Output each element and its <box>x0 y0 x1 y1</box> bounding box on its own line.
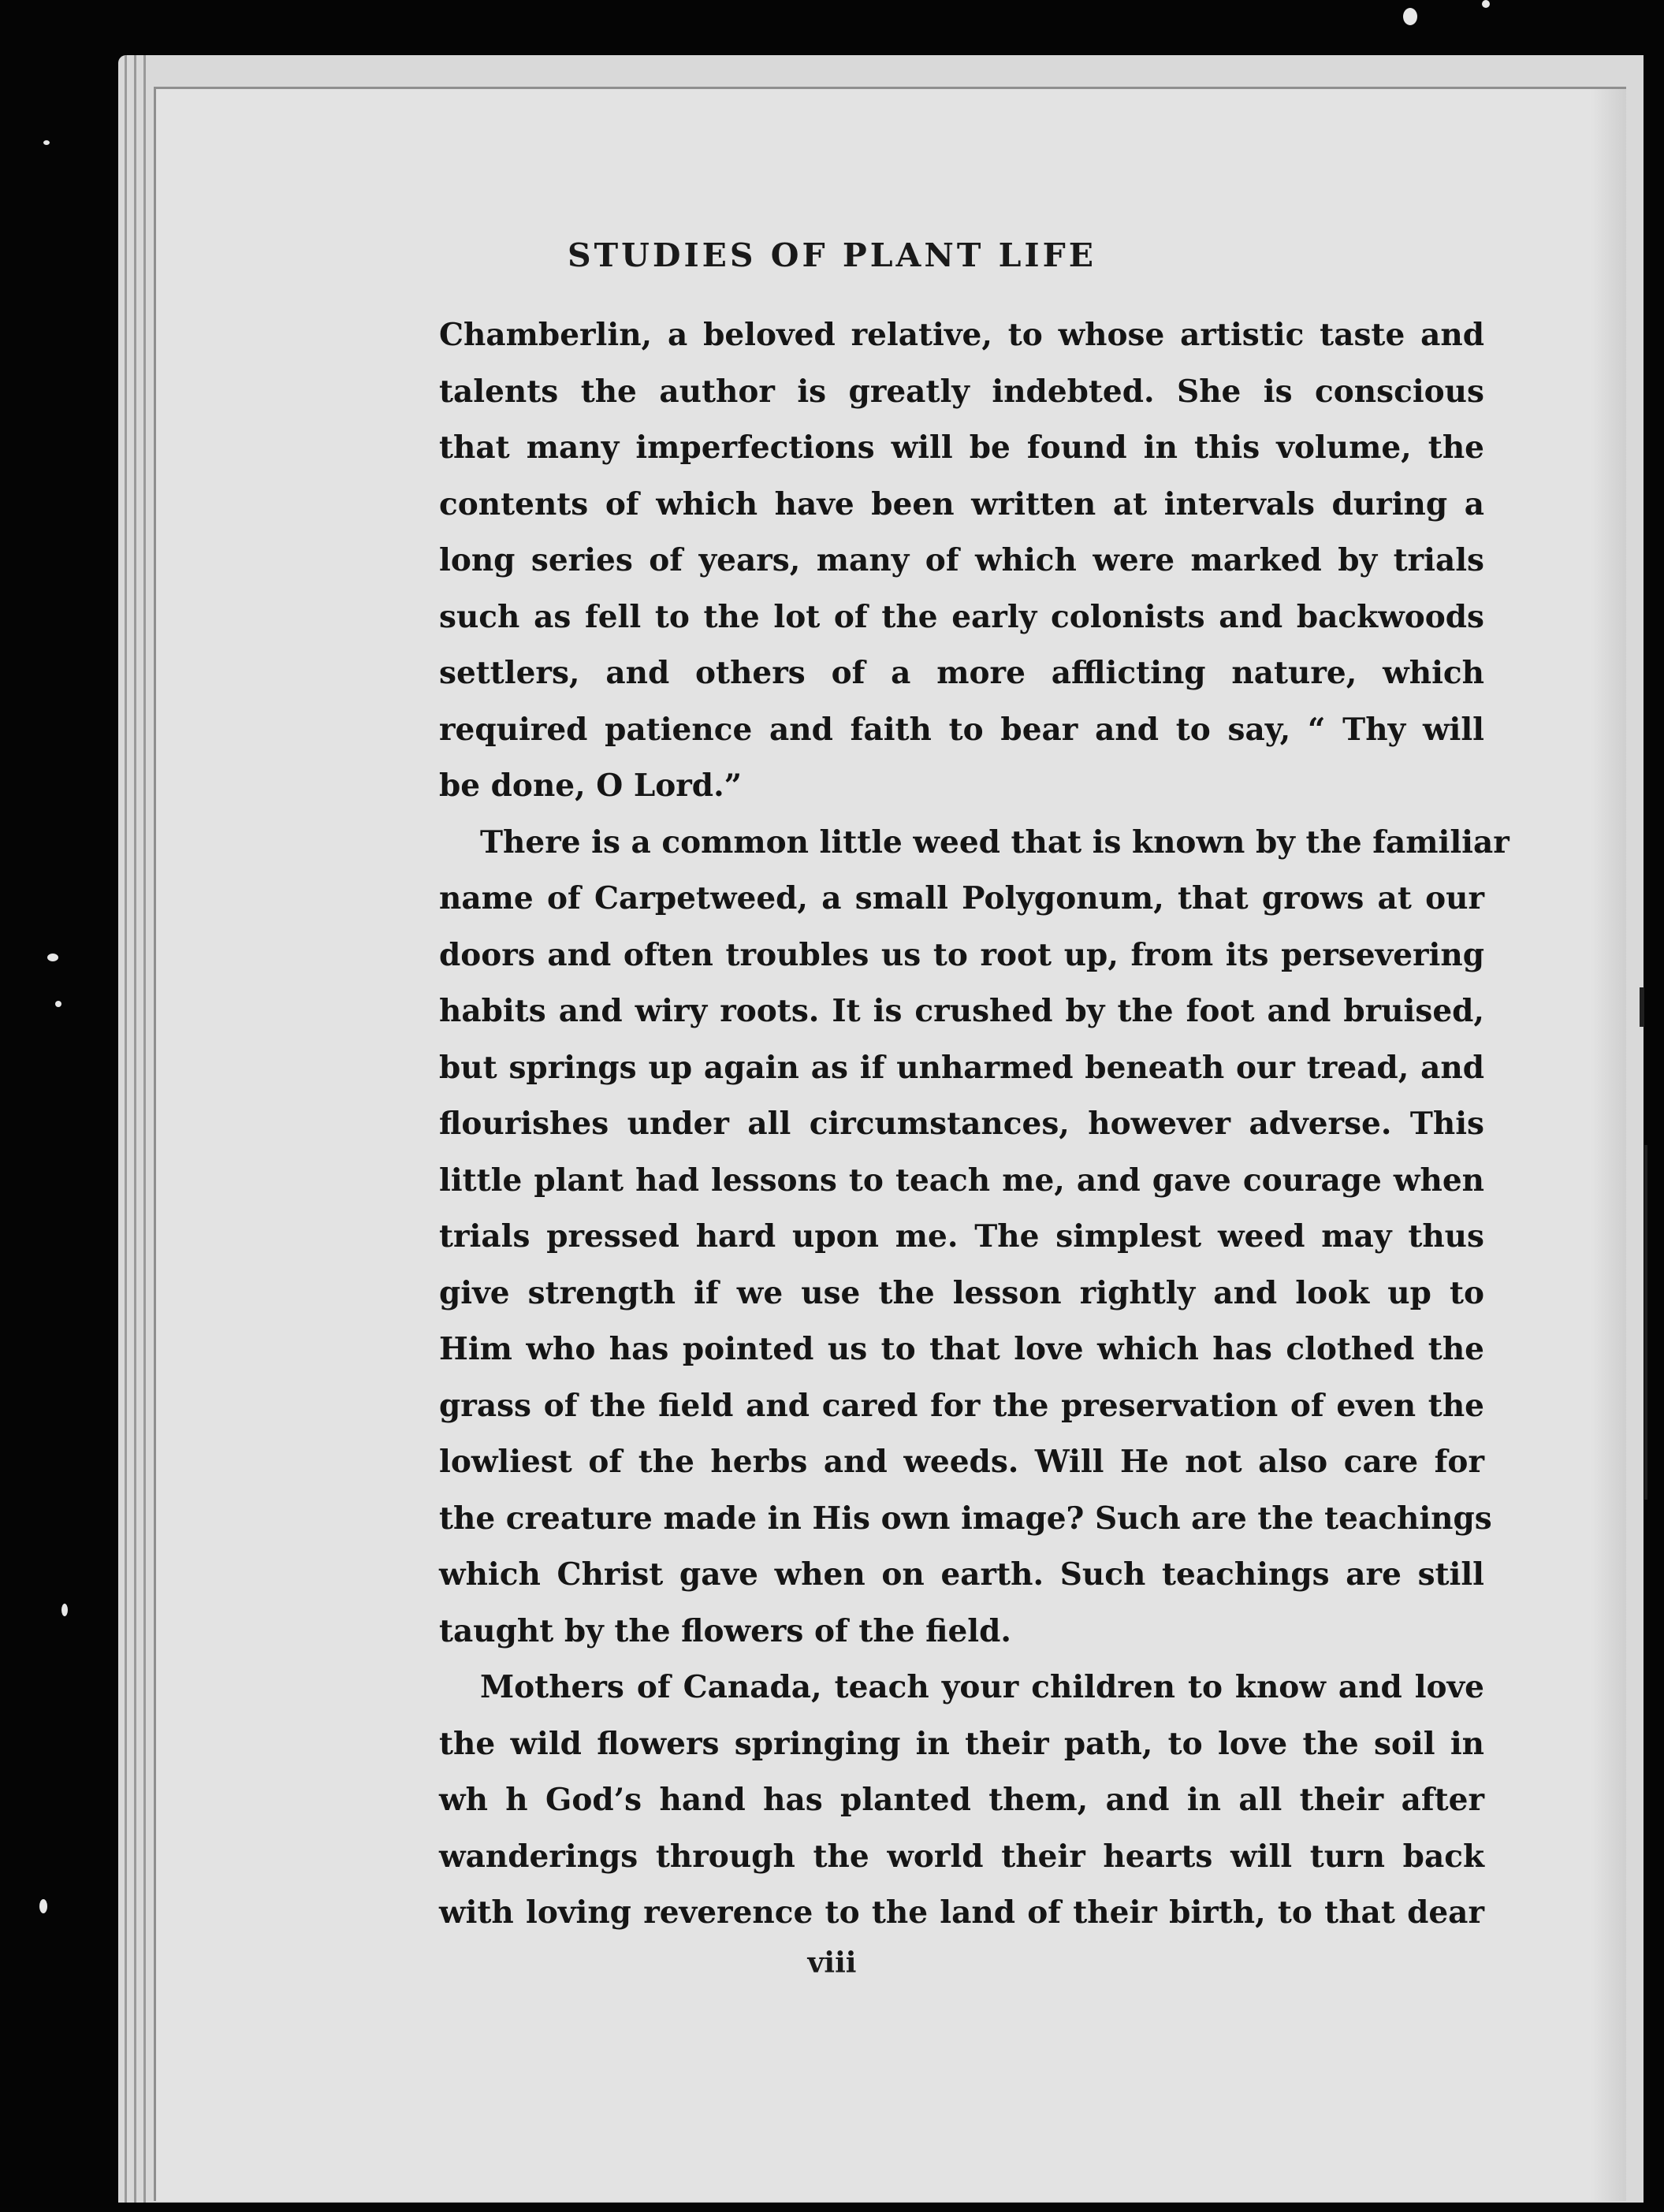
text-line: talents the author is greatly indebted. She is conscious <box>439 373 1484 410</box>
dust-speck <box>39 1899 47 1913</box>
page-edge <box>125 55 127 2203</box>
text-line: grass of the field and cared for the preservation of even the <box>439 1387 1484 1424</box>
text-line: little plant had lessons to teach me, and gave courage when <box>439 1162 1484 1199</box>
text-line: trials pressed hard upon me. The simplest weed may thus <box>439 1218 1484 1255</box>
text-line: contents of which have been written at intervals during a <box>439 485 1484 522</box>
text-line: settlers, and others of a more afflicting nature, which <box>439 655 1484 691</box>
text-line: which Christ gave when on earth. Such teachings are still <box>439 1556 1484 1593</box>
dust-speck <box>1403 8 1417 25</box>
dust-speck <box>43 140 50 145</box>
text-line: taught by the flowers of the field. <box>439 1612 1011 1649</box>
text-line: that many imperfections will be found in this volume, the <box>439 429 1484 466</box>
text-line: wanderings through the world their hearts will turn back <box>439 1838 1484 1875</box>
text-line: name of Carpetweed, a small Polygonum, that grows at our <box>439 880 1484 916</box>
text-line: but springs up again as if unharmed beneath our tread, and <box>439 1049 1484 1086</box>
page-right-edge <box>1591 89 1626 2201</box>
dust-speck <box>1482 0 1490 8</box>
margin-mark <box>1640 987 1644 1027</box>
text-line: lowliest of the herbs and weeds. Will He not also care for <box>439 1444 1484 1480</box>
dust-speck <box>55 1001 61 1007</box>
dust-speck <box>61 1604 68 1616</box>
text-line: flourishes under all circumstances, however adverse. This <box>439 1106 1484 1142</box>
text-line: Chamberlin, a beloved relative, to whose artistic taste and <box>439 317 1484 353</box>
text-line: the creature made in His own image? Such are the teachings <box>439 1500 1492 1537</box>
text-line: with loving reverence to the land of their birth, to that dear <box>439 1894 1484 1931</box>
margin-mark <box>1644 1145 1647 1500</box>
text-line: habits and wiry roots. It is crushed by the foot and bruised, <box>439 993 1484 1029</box>
paragraph <box>439 307 1484 815</box>
page-edge <box>134 55 136 2203</box>
running-head: STUDIES OF PLANT LIFE <box>568 236 1096 274</box>
page-edge <box>143 55 146 2203</box>
text-line: be done, O Lord.” <box>439 768 743 804</box>
paragraph <box>439 1660 1484 1942</box>
body-text <box>439 307 1510 1942</box>
text-line: give strength if we use the lesson rightly and look up to <box>439 1274 1484 1311</box>
text-line: doors and often troubles us to root up, from its persevering <box>439 936 1484 973</box>
text-line: There is a common little weed that is known by the familiar <box>480 823 1510 861</box>
text-line: Him who has pointed us to that love which has clothed the <box>439 1331 1484 1367</box>
text-line: required patience and faith to bear and to say, “ Thy will <box>439 711 1484 748</box>
text-line: wh h God’s hand has planted them, and in all their after <box>439 1782 1484 1818</box>
text-line: such as fell to the lot of the early colonists and backwoods <box>439 598 1484 635</box>
paragraph <box>439 815 1510 1660</box>
text-line: long series of years, many of which were marked by trials <box>439 542 1484 578</box>
page-number: viii <box>807 1946 857 1980</box>
text-line: the wild flowers springing in their path, to love the soil in <box>439 1725 1484 1762</box>
dust-speck <box>47 954 58 961</box>
text-line: Mothers of Canada, teach your children to know and love <box>480 1669 1484 1705</box>
